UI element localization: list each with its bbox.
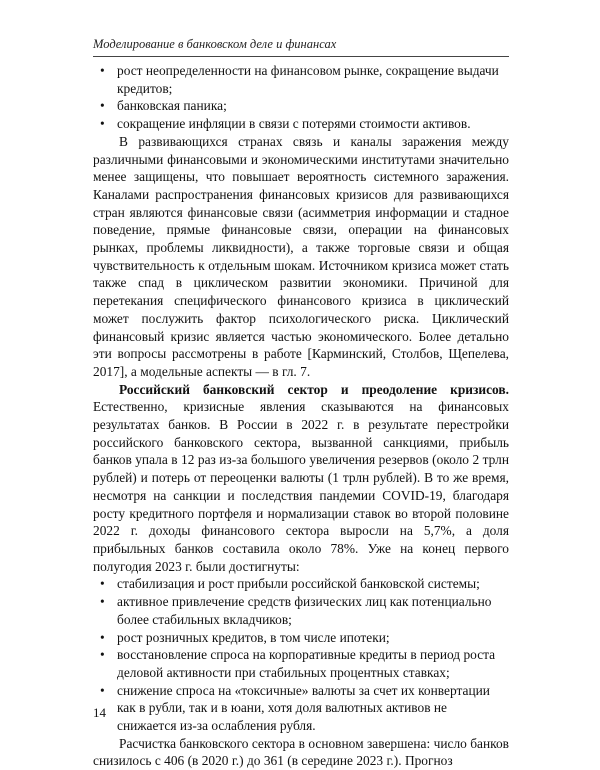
list-item-text: рост неопределенности на финансовом рынке, сокращение выдачи кредитов; xyxy=(117,63,499,96)
list-item xyxy=(93,646,509,681)
bullet-icon: • xyxy=(100,594,105,610)
list-item xyxy=(93,97,509,115)
page-body xyxy=(93,62,509,770)
list-item xyxy=(93,575,509,593)
list-item-text: активное привлечение средств физических лиц как потенциально более стабильных вкладчиков; xyxy=(117,594,492,627)
paragraph-text: Естественно, кризисные явления сказываются на финансовых результатах банков. В России в 2022 г. в результате перестройки российского банковского сектора, вызванной санкциями, прибыль банков упала в 12 раз из-за большого увеличения резервов (около 2 трлн рублей) и потерь от переоценки валюты (1 трлн рублей). В то же время, несмотря на санкции и последствия пандемии COVID-19, благодаря росту кредитного портфеля и нормализации ставок во второй половине 2022 г. доходы финансового сектора выросли на 5,7%, а доля прибыльных банков составила около 78%. Уже на конец первого полугодия 2023 г. были достигнуты: xyxy=(93,399,509,574)
paragraph-contagion-channels: В развивающихся странах связь и каналы заражения между различными финансовыми и экономическими институтами значительно менее защищены, что повышает вероятность системного заражения. Каналами распространения финансовых кризисов для развивающихся стран являются финансовые связи (асимметрия информации и стадное поведение, прямые финансовые связи, операции на финансовых рынках, проблемы ликвидности), а также торговые связи и общая чувствительность к отдельным шокам. Источником кризиса может стать также спад в циклическом развитии экономики. Причиной для перетекания специфического финансового кризиса в циклический может послужить фактор психологического риска. Циклический финансовый кризис является частью экономического. Более детально эти вопросы рассмотрены в работе [Карминский, Столбов, Щепелева, 2017], а модельные аспекты — в гл. 7. xyxy=(93,133,509,379)
list-item xyxy=(93,682,509,735)
bullet-icon: • xyxy=(100,647,105,663)
list-item-text: банковская паника; xyxy=(117,98,227,114)
page-number: 14 xyxy=(93,705,106,720)
bullet-icon: • xyxy=(100,116,105,132)
list-item xyxy=(93,62,509,97)
list-item-text: стабилизация и рост прибыли российской банковской системы; xyxy=(117,576,480,592)
bullet-icon: • xyxy=(100,98,105,114)
list-item-text: снижение спроса на «токсичные» валюты за счет их конвертации как в рубли, так и в юани, хотя доля валютных активов не снижается из-за ослабления рубля. xyxy=(117,682,490,734)
section-lead-heading: Российский банковский сектор и преодоление кризисов. xyxy=(119,381,509,397)
bullet-list-achievements xyxy=(93,575,509,734)
bullet-icon: • xyxy=(100,576,105,592)
bullet-icon: • xyxy=(100,682,105,698)
list-item-text: сокращение инфляции в связи с потерями стоимости активов. xyxy=(117,116,471,132)
list-item-text: рост розничных кредитов, в том числе ипотеки; xyxy=(117,629,390,645)
bullet-icon: • xyxy=(100,63,105,78)
bullet-icon: • xyxy=(100,629,105,645)
list-item xyxy=(93,593,509,628)
paragraph-russian-banking xyxy=(93,381,509,576)
list-item xyxy=(93,629,509,647)
bullet-list-crisis-effects xyxy=(93,62,509,133)
paragraph-sector-cleanup: Расчистка банковского сектора в основном завершена: число банков снизилось с 406 (в 2020 г.) до 361 (в середине 2023 г.). Прогноз xyxy=(93,735,509,769)
running-title: Моделирование в банковском деле и финансах xyxy=(93,36,509,57)
list-item-text: восстановление спроса на корпоративные кредиты в период роста деловой активности при стабильных процентных ставках; xyxy=(117,647,496,680)
list-item xyxy=(93,115,509,133)
